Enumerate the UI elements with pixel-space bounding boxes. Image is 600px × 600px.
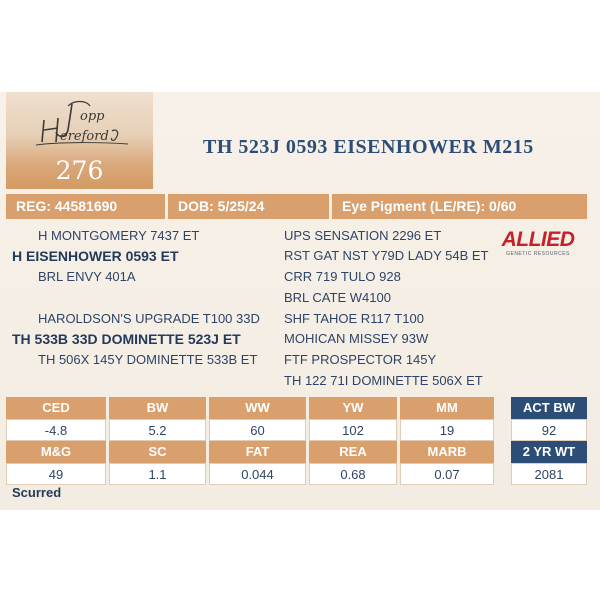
epd-value-sc: 1.1 bbox=[109, 463, 206, 485]
epd-value-mg: 49 bbox=[6, 463, 106, 485]
epd-value-marb: 0.07 bbox=[400, 463, 494, 485]
epd-header-ced: CED bbox=[6, 397, 106, 419]
ped-ancestor: BRL CATE W4100 bbox=[284, 290, 391, 305]
ped-ancestor: MOHICAN MISSEY 93W bbox=[284, 331, 429, 346]
epd-header-yw: YW bbox=[309, 397, 397, 419]
allied-genetic-resources-logo: ALLIED GENETIC RESOURCES bbox=[501, 228, 575, 257]
epd-value-bw: 5.2 bbox=[109, 419, 206, 441]
lot-header bbox=[6, 92, 153, 189]
dam-sire: HAROLDSON'S UPGRADE T100 33D bbox=[38, 311, 260, 326]
lot-number: 276 bbox=[55, 156, 104, 185]
lot-card bbox=[0, 92, 600, 510]
ped-ancestor: FTF PROSPECTOR 145Y bbox=[284, 352, 437, 367]
epd-value-fat: 0.044 bbox=[209, 463, 306, 485]
dam: TH 533B 33D DOMINETTE 523J ET bbox=[12, 331, 241, 347]
ranch-logo bbox=[28, 98, 133, 150]
epd-value-ww: 60 bbox=[209, 419, 306, 441]
sire-sire: H MONTGOMERY 7437 ET bbox=[38, 228, 200, 243]
ped-ancestor: RST GAT NST Y79D LADY 54B ET bbox=[284, 248, 489, 263]
act-bw-header: ACT BW bbox=[511, 397, 587, 419]
ped-ancestor: SHF TAHOE R117 T100 bbox=[284, 311, 424, 326]
epd-value-rea: 0.68 bbox=[309, 463, 397, 485]
svg-text:opp: opp bbox=[80, 109, 105, 124]
animal-name: TH 523J 0593 EISENHOWER M215 bbox=[203, 136, 534, 158]
epd-header-bw: BW bbox=[109, 397, 206, 419]
horn-status-note: Scurred bbox=[12, 485, 62, 500]
eye-pigment: Eye Pigment (LE/RE): 0/60 bbox=[332, 194, 587, 219]
epd-header-rea: REA bbox=[309, 441, 397, 463]
epd-header-ww: WW bbox=[209, 397, 306, 419]
epd-value-mm: 19 bbox=[400, 419, 494, 441]
epd-header-fat: FAT bbox=[209, 441, 306, 463]
date-of-birth: DOB: 5/25/24 bbox=[168, 194, 329, 219]
registration-number: REG: 44581690 bbox=[6, 194, 165, 219]
ped-ancestor: TH 122 71I DOMINETTE 506X ET bbox=[284, 373, 483, 388]
epd-header-sc: SC bbox=[109, 441, 206, 463]
act-bw-value: 92 bbox=[511, 419, 587, 441]
sire-dam: BRL ENVY 401A bbox=[38, 269, 136, 284]
svg-text:ereford: ereford bbox=[60, 129, 109, 144]
epd-header-mm: MM bbox=[400, 397, 494, 419]
two-yr-wt-value: 2081 bbox=[511, 463, 587, 485]
epd-header-mg: M&G bbox=[6, 441, 106, 463]
sire: H EISENHOWER 0593 ET bbox=[12, 248, 179, 264]
epd-value-ced: -4.8 bbox=[6, 419, 106, 441]
ped-ancestor: CRR 719 TULO 928 bbox=[284, 269, 401, 284]
epd-value-yw: 102 bbox=[309, 419, 397, 441]
epd-header-marb: MARB bbox=[400, 441, 494, 463]
two-yr-wt-header: 2 YR WT bbox=[511, 441, 587, 463]
ped-ancestor: UPS SENSATION 2296 ET bbox=[284, 228, 442, 243]
dam-dam: TH 506X 145Y DOMINETTE 533B ET bbox=[38, 352, 258, 367]
